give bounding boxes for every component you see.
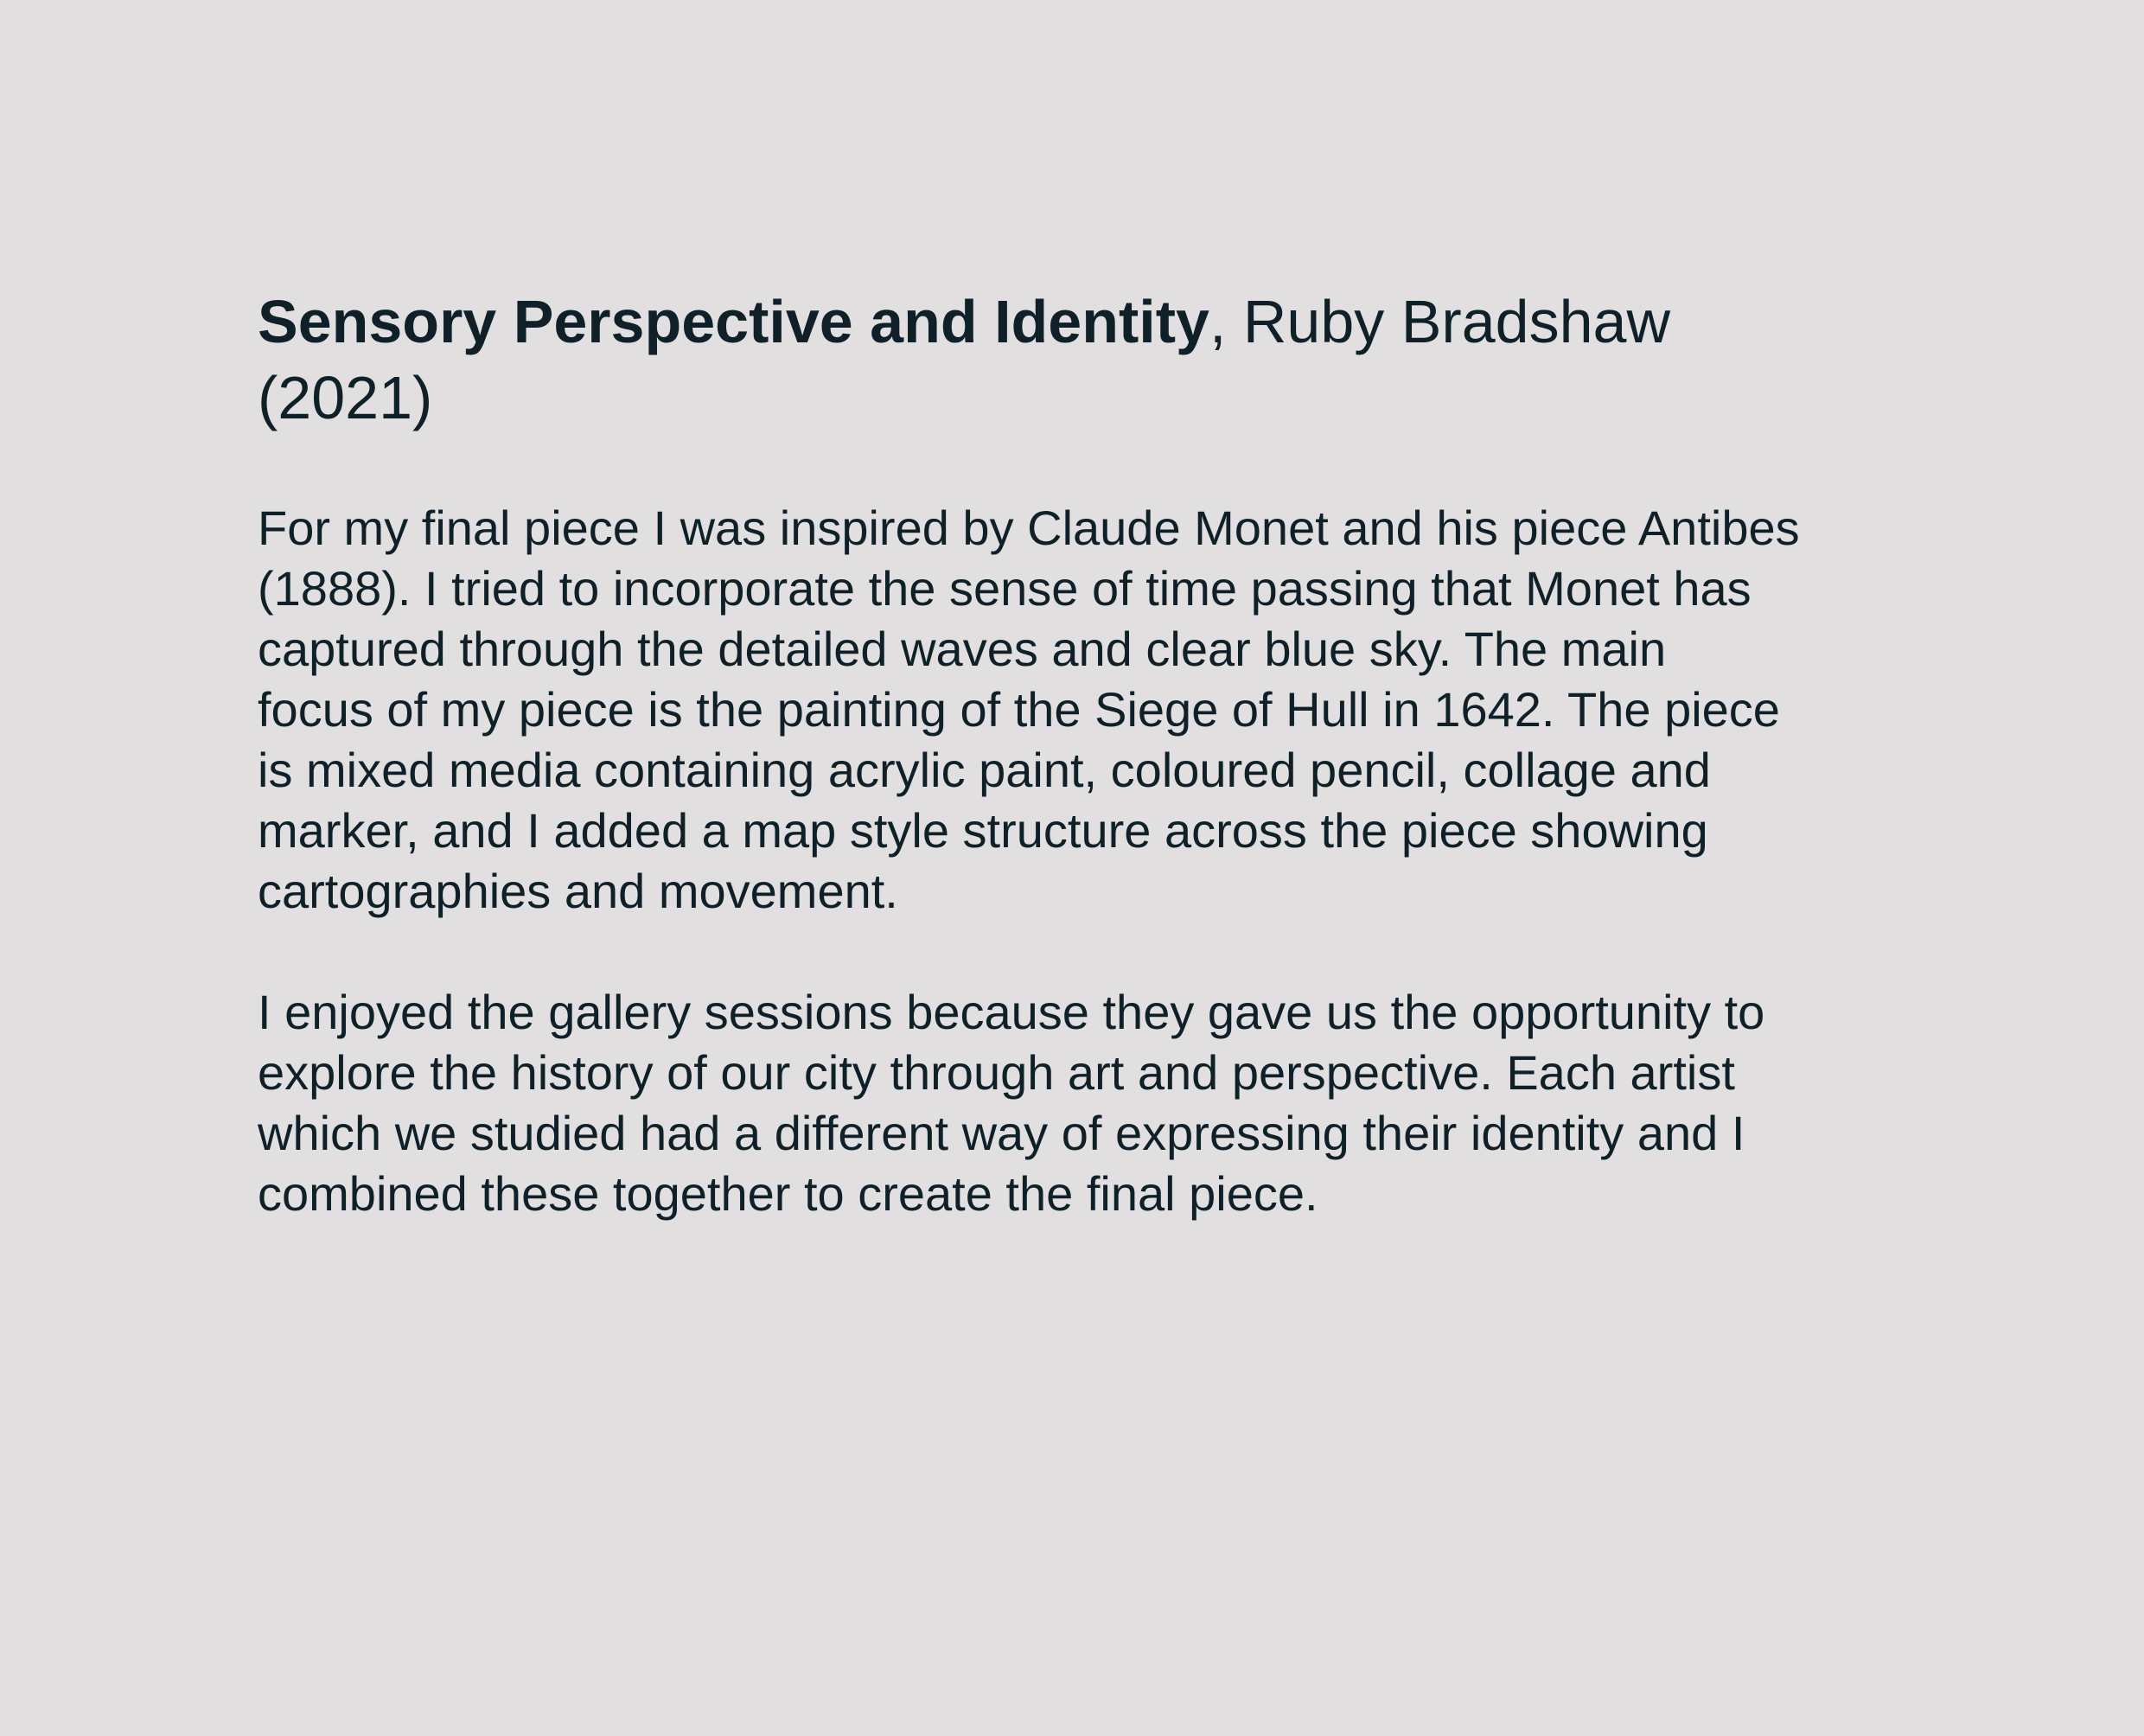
text-line: explore the history of our city through art and perspective. Each artist: [258, 1045, 1735, 1100]
text-line: cartographies and movement.: [258, 864, 898, 918]
text-line: is mixed media containing acrylic paint, coloured pencil, collage and: [258, 743, 1711, 797]
artist-name: Ruby Bradshaw: [1242, 288, 1671, 355]
artwork-heading: [258, 284, 1831, 436]
title-separator: ,: [1209, 288, 1227, 355]
text-line: For my final piece I was inspired by Claude Monet and his piece Antibes: [258, 501, 1800, 555]
text-line: combined these together to create the final piece.: [258, 1166, 1318, 1221]
text-line: marker, and I added a map style structure across the piece showing: [258, 803, 1708, 858]
artwork-label: [258, 284, 1900, 1285]
artwork-year: (2021): [258, 364, 433, 431]
text-line: focus of my piece is the painting of the Siege of Hull in 1642. The piece: [258, 682, 1780, 737]
text-line: (1888). I tried to incorporate the sense of time passing that Monet has: [258, 561, 1752, 616]
description-paragraph-1: [258, 498, 1900, 922]
text-line: captured through the detailed waves and clear blue sky. The main: [258, 622, 1667, 676]
description-paragraph-2: [258, 982, 1900, 1224]
text-line: which we studied had a different way of expressing their identity and I: [258, 1106, 1745, 1160]
artwork-title: Sensory Perspective and Identity: [258, 288, 1209, 355]
text-line: I enjoyed the gallery sessions because they gave us the opportunity to: [258, 985, 1765, 1039]
